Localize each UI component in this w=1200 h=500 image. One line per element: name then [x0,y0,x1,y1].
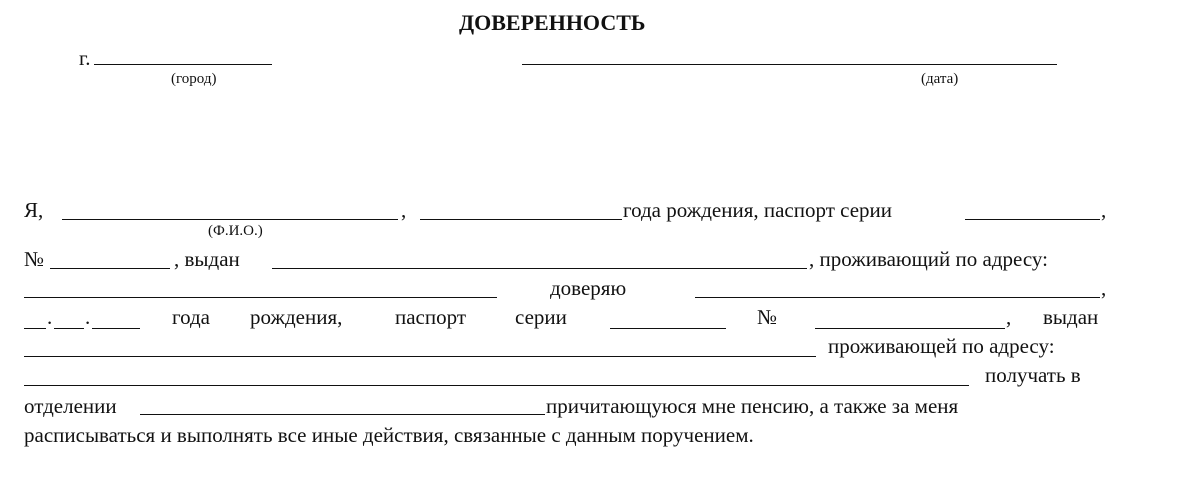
final-sentence: расписываться и выполнять все иные действия, связанные с данным поручением. [24,423,754,447]
trustee-field-line[interactable] [695,297,1100,298]
living-at-female-text: проживающей по адресу: [828,334,1055,358]
trustee-birth-month-line[interactable] [54,328,84,329]
document-title: ДОВЕРЕННОСТЬ [459,10,646,35]
city-caption: (город) [171,71,217,87]
fio-caption: (Ф.И.О.) [208,223,263,239]
date-field-line[interactable] [522,64,1057,65]
trustee-issued-by-field-line[interactable] [24,356,816,357]
trustee-birth-year-line[interactable] [92,328,140,329]
date-dot-1: . [47,305,53,329]
date-caption: (дата) [921,71,959,87]
trust-word: доверяю [550,276,627,300]
issued-text-1: , выдан [174,247,240,271]
passport-series-field-line[interactable] [965,219,1100,220]
birth-year-field-line[interactable] [420,219,622,220]
department-field-line[interactable] [140,414,545,415]
series-word: серии [515,305,567,329]
city-field-line[interactable] [94,64,272,65]
address-field-line-1[interactable] [24,297,497,298]
pension-text: причитающуюся мне пенсию, а также за меня [546,394,959,418]
passport-word: паспорт [395,305,467,329]
comma-after-number: , [1006,305,1012,329]
comma-after-fio: , [401,198,407,222]
fio-field-line[interactable] [62,219,398,220]
comma-after-trustee: , [1101,276,1107,300]
department-word: отделении [24,394,117,418]
number-sign-1: № [24,247,45,271]
comma-after-series: , [1101,198,1107,222]
receive-text: получать в [985,363,1081,387]
issued-by-field-line[interactable] [272,268,807,269]
issued-text-2: выдан [1043,305,1099,329]
passport-number-field-line[interactable] [50,268,170,269]
birth-passport-text: года рождения, паспорт серии [623,198,893,222]
birth-word: рождения, [250,305,343,329]
ya-word: Я, [24,198,44,222]
date-dot-2: . [85,305,91,329]
city-prefix: г. [79,46,91,70]
number-sign-2: № [757,305,778,329]
trustee-series-field-line[interactable] [610,328,726,329]
year-word: года [172,305,210,329]
trustee-address-field-line[interactable] [24,385,969,386]
trustee-birth-day-line[interactable] [24,328,46,329]
living-at-text: , проживающий по адресу: [809,247,1048,271]
trustee-number-field-line[interactable] [815,328,1005,329]
